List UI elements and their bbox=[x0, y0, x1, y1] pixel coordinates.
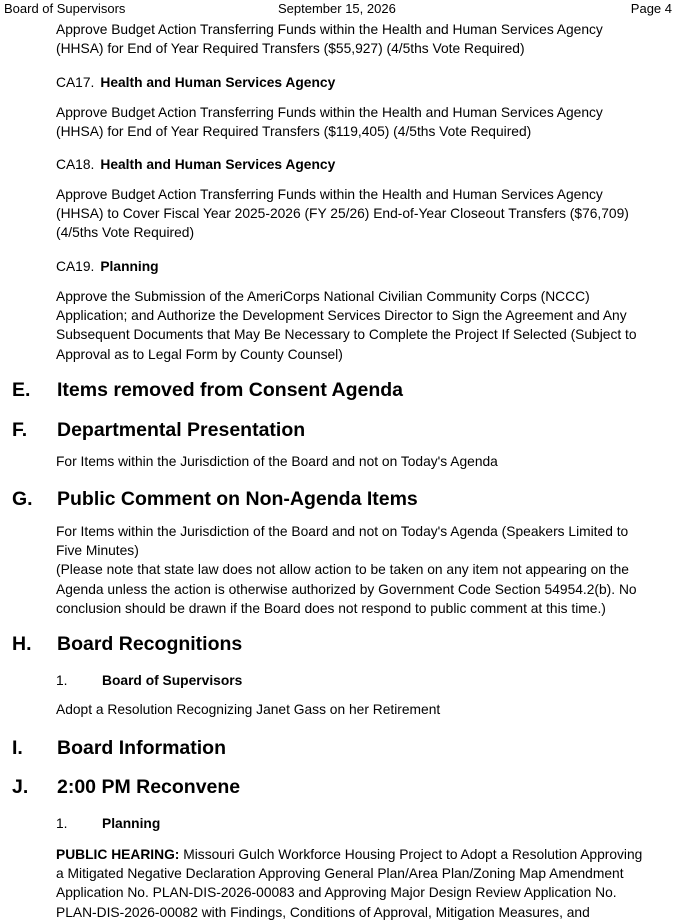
item-ca18-heading bbox=[56, 155, 335, 174]
section-title: Board Information bbox=[57, 737, 226, 759]
paragraph-line: (HHSA) for End of Year Required Transfers ($119,405) (4/5ths Vote Required) bbox=[56, 124, 532, 140]
section-g-description bbox=[56, 522, 656, 618]
paragraph-line: (HHSA) to Cover Fiscal Year 2025-2026 (FY 25/26) End-of-Year Closeout Transfers ($76,709) bbox=[56, 206, 629, 222]
item-number: CA18. bbox=[56, 157, 95, 172]
paragraph-line: For Items within the Jurisdiction of the Board and not on Today's Agenda bbox=[56, 454, 498, 469]
header-board-name: Board of Supervisors bbox=[4, 1, 126, 16]
paragraph-line: Approve Budget Action Transferring Funds within the Health and Human Services Agency bbox=[56, 105, 603, 120]
paragraph-line: Application No. PLAN-DIS-2026-00083 and Approving Major Design Review Application No. bbox=[56, 885, 617, 901]
section-title: Items removed from Consent Agenda bbox=[57, 379, 404, 401]
paragraph-line: Approve the Submission of the AmeriCorps National Civilian Community Corps (NCCC) bbox=[56, 289, 590, 304]
item-number: 1. bbox=[56, 673, 68, 688]
paragraph-line: (Please note that state law does not allow action to be taken on any item not appearing on the bbox=[56, 562, 629, 578]
paragraph-line: (HHSA) for End of Year Required Transfers ($55,927) (4/5ths Vote Required) bbox=[56, 41, 525, 57]
section-letter: F. bbox=[12, 419, 28, 441]
item-number: CA17. bbox=[56, 75, 95, 90]
intro-paragraph bbox=[56, 20, 656, 58]
public-hearing-label: PUBLIC HEARING: bbox=[56, 847, 180, 862]
section-letter: H. bbox=[12, 633, 32, 655]
section-letter: G. bbox=[12, 488, 33, 510]
item-ca17-description bbox=[56, 103, 656, 141]
section-letter: I. bbox=[12, 737, 23, 759]
paragraph-line: conclusion should be drawn if the Board does not respond to public comment at this time.) bbox=[56, 600, 606, 616]
item-title: Planning bbox=[102, 816, 161, 831]
paragraph-line: Approval as to Legal Form by County Counsel) bbox=[56, 346, 343, 362]
page-header bbox=[4, 1, 672, 18]
item-ca17-heading bbox=[56, 73, 335, 92]
header-page-number: Page 4 bbox=[630, 1, 672, 16]
section-title: 2:00 PM Reconvene bbox=[57, 776, 241, 798]
item-title: Planning bbox=[100, 259, 159, 274]
paragraph-line: Approve Budget Action Transferring Funds within the Health and Human Services Agency bbox=[56, 22, 603, 37]
section-h-item-description bbox=[56, 700, 656, 719]
paragraph-line: For Items within the Jurisdiction of the Board and not on Today's Agenda (Speakers Limited to bbox=[56, 524, 629, 539]
paragraph-text: Missouri Gulch Workforce Housing Project to Adopt a Resolution Approving bbox=[179, 847, 643, 862]
paragraph-line: (4/5ths Vote Required) bbox=[56, 225, 195, 241]
paragraph-line: Five Minutes) bbox=[56, 543, 139, 559]
item-number: 1. bbox=[56, 816, 68, 831]
section-letter: J. bbox=[12, 776, 29, 798]
paragraph-line: Adopt a Resolution Recognizing Janet Gass on her Retirement bbox=[56, 702, 441, 717]
section-letter: E. bbox=[12, 379, 31, 401]
item-number: CA19. bbox=[56, 259, 95, 274]
item-title: Health and Human Services Agency bbox=[100, 75, 336, 90]
section-title: Board Recognitions bbox=[57, 633, 243, 655]
item-ca19-heading bbox=[56, 257, 159, 276]
paragraph-line: a Mitigated Negative Declaration Approving General Plan/Area Plan/Zoning Map Amendment bbox=[56, 866, 624, 882]
section-j-item-description bbox=[56, 845, 656, 922]
section-f-description bbox=[56, 452, 656, 471]
paragraph-line: Subsequent Documents that May Be Necessary to Complete the Project If Selected (Subject to bbox=[56, 327, 637, 343]
section-title: Public Comment on Non-Agenda Items bbox=[57, 488, 418, 510]
item-title: Health and Human Services Agency bbox=[100, 157, 336, 172]
paragraph-line: Agenda unless the action is otherwise authorized by Government Code Section 54954.2(b). No bbox=[56, 581, 637, 597]
header-date: September 15, 2026 bbox=[278, 1, 396, 16]
item-ca19-description bbox=[56, 287, 656, 364]
paragraph-line: Application; and Authorize the Development Services Director to Sign the Agreement and Any bbox=[56, 308, 627, 324]
paragraph-line: Approve Budget Action Transferring Funds within the Health and Human Services Agency bbox=[56, 187, 603, 202]
paragraph-line bbox=[56, 845, 656, 864]
item-ca18-description bbox=[56, 185, 656, 243]
section-title: Departmental Presentation bbox=[57, 419, 306, 441]
item-title: Board of Supervisors bbox=[102, 673, 243, 688]
paragraph-line: PLAN-DIS-2026-00082 with Findings, Conditions of Approval, Mitigation Measures, and bbox=[56, 904, 590, 920]
